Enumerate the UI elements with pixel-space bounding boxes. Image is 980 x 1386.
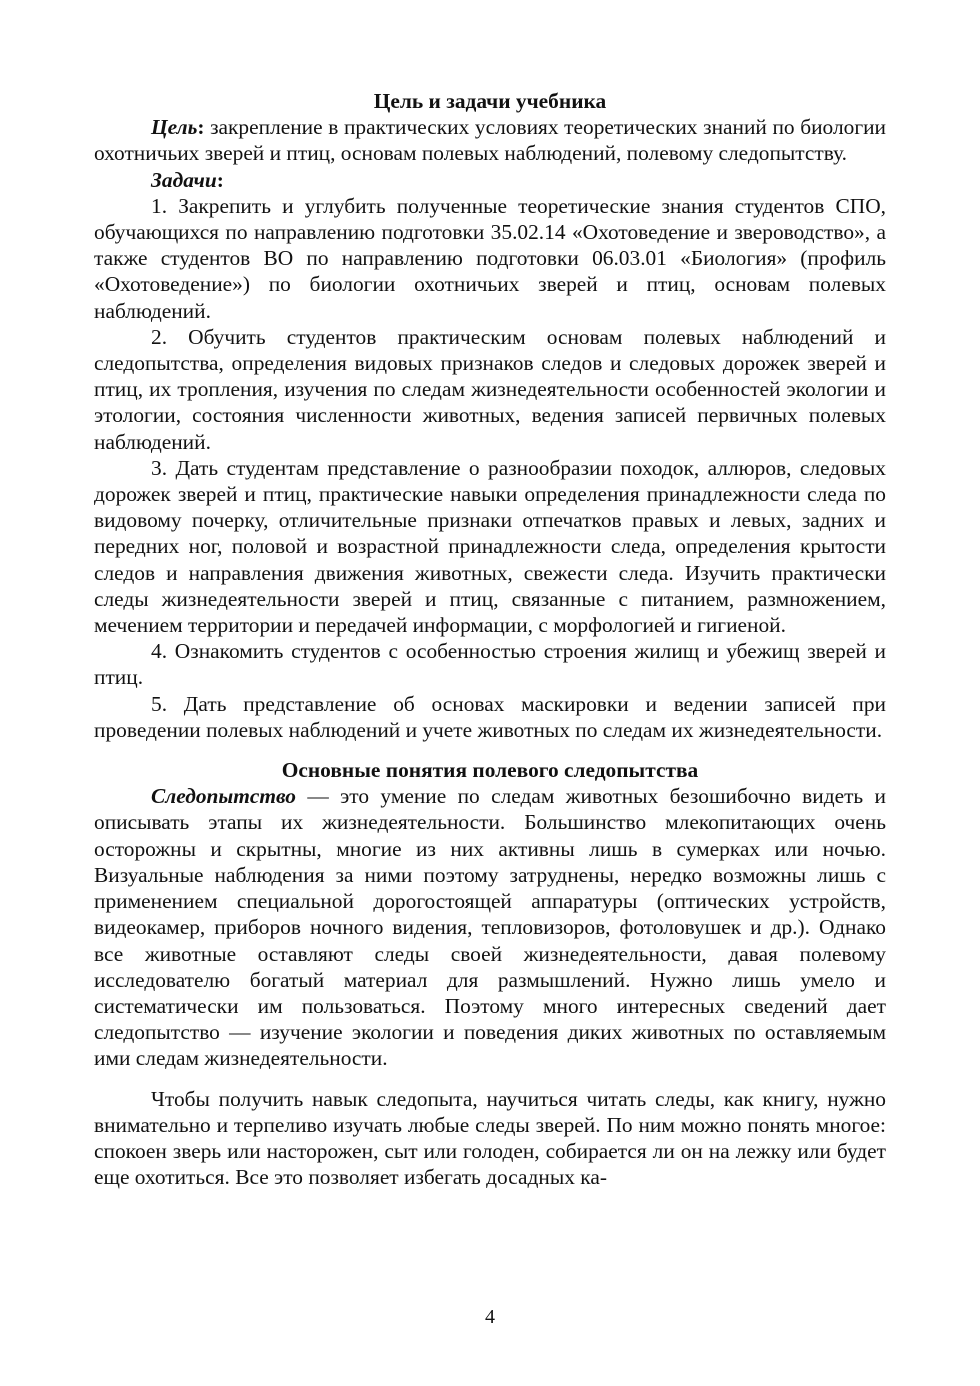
goal-paragraph	[94, 114, 886, 166]
section-heading-goals: Цель и задачи учебника	[373, 89, 607, 113]
task-item: 4. Ознакомить студентов с особенностью строения жилищ и убежищ зверей и птиц.	[94, 639, 886, 690]
task-item: 5. Дать представление об основах маскировки и ведении записей при проведении полевых наблюдений и учете животных по следам их жизнедеятельности.	[94, 691, 886, 742]
concept-definition: — это умение по следам животных безошибочно видеть и описывать этапы их жизнедеятельности. Большинство млекопитающих очень осторожны и скрытны, многие из них активны лишь в сумерках или ночью. Визуальные наблюдения за ними поэтому затруднены, нередко возможны лишь с применением специальной дорогостоящей аппаратуры (оптических устройств, видеокамер, приборов ночного видения, тепловизоров, фотоловушек и др.). Однако все животные оставляют следы своей жизнедеятельности, давая полевому исследователю богатый материал для размышлений. Нужно лишь умело и систематически им пользоваться. Поэтому много интересных сведений дает следопытство — изучение экологии и поведения диких животных по оставляемым ими следам жизнедеятельности.	[94, 784, 886, 1071]
goal-label: Цель	[151, 115, 198, 140]
goal-colon: :	[197, 115, 205, 140]
concept-term: Следопытство	[151, 784, 296, 809]
tasks-label-paragraph	[94, 167, 886, 193]
goal-text: закрепление в практических условиях теоретических знаний по биологии охотничьих зверей и птиц, основам полевых наблюдений, полевому следопытству.	[94, 115, 886, 166]
body-paragraph: Чтобы получить навык следопыта, научиться читать следы, как книгу, нужно внимательно и терпеливо изучать любые следы зверей. По ним можно понять многое: спокоен зверь или насторожен, сыт или голоден, собирается ли он на лежку или будет еще охотиться. Все это позволяет избегать досадных ка-	[94, 1086, 886, 1190]
page-number: 4	[485, 1306, 495, 1328]
tasks-colon: :	[216, 167, 224, 192]
concept-paragraph	[94, 783, 886, 1071]
task-item: 2. Обучить студентов практическим основам полевых наблюдений и следопытства, определения видовых признаков следов и следовых дорожек зверей и птиц, их тропления, изучения по следам жизнедеятельности особенностей экологии и этологии, состояния численности животных, ведения записей первичных полевых наблюдений.	[94, 324, 886, 454]
tasks-label: Задачи	[151, 167, 217, 192]
page-content	[94, 88, 886, 1190]
section-heading-concepts: Основные понятия полевого следопытства	[281, 758, 699, 783]
task-item: 3. Дать студентам представление о разнообразии походок, аллюров, следовых дорожек зверей и птиц, практические навыки определения принадлежности следа по видовому почерку, отличительные признаки отпечатков правых и левых, задних и передних ног, половой и возрастной принадлежности следа, определения крытости следов и направления движения животных, свежести следа. Изучить практически следы жизнедеятельности зверей и птиц, связанные с питанием, размножением, мечением территории и передачей информации, с морфологией и гигиеной.	[94, 455, 886, 638]
task-item: 1. Закрепить и углубить полученные теоретические знания студентов СПО, обучающихся по направлению подготовки 35.02.14 «Охотоведение и звероводство», а также студентов ВО по направлению подготовки 06.03.01 «Биология» (профиль «Охотоведение») по биологии охотничьих зверей и птиц, основам полевых наблюдений.	[94, 193, 886, 323]
